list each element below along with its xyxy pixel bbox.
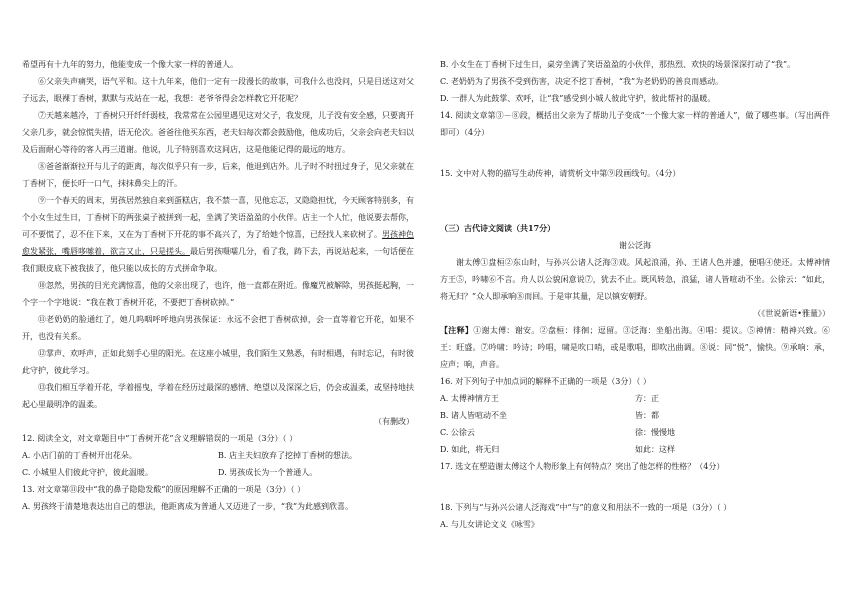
paragraph-12: ⑫掌声、欢呼声，正如此刻手心里的阳光。在这座小城里，我们陌生又熟悉，有时相遇，有时忘记，有时彼此守护，彼此学习。: [22, 349, 414, 375]
paragraph-9-part-c: 最后男孩嗫嚅几分，看了我，踌下去，再说站起来，一句话便在我们眼皮底下被我拔了，他只能以成长的方式拼命争取。: [22, 247, 414, 273]
question-18: 18. 下列与“与孙兴公诸人泛海戏”中“与”的意义和用法不一致的一项是（3分）（ ）: [440, 503, 732, 512]
q16-c-meaning: 徐：慢慢地: [635, 428, 675, 437]
question-12-option-d[interactable]: D. 男孩成长为一个普通人。: [218, 468, 318, 477]
question-13: 13. 对文章第⑪段中“我的鼻子隐隐发酸”的原因理解不正确的一项是（3分）（ ）: [22, 485, 306, 494]
paragraph-6: ⑥父亲失声痛哭，语气平和。这十九年来，他们一定有一段漫长的故事，可我什么也没问，只是目送这对父子远去，眼裸丁香树，默默与戎站在一起，我想：老爷爷得会怎样教它开花呢？: [22, 77, 414, 103]
question-16: 16. 对下列句子中加点词的解释不正确的一项是（3分）（ ）: [440, 377, 651, 386]
question-16-option-b[interactable]: [440, 407, 830, 424]
paragraph-11: ⑪老奶奶的脸通红了，她几呜咽呼呼地向男孩保证：永远不会把丁香树砍掉，会一直等着它开花，如果不开，也没有关系。: [22, 315, 414, 341]
paragraph-intro: 希望再有十九年的努力，他能变成一个像大家一样的普通人。: [22, 60, 238, 69]
question-12: 12. 阅读全文，对文章题目中“丁香树开花”含义理解错误的一项是（3分）（ ）: [22, 434, 298, 443]
left-column: [22, 56, 414, 515]
right-column: [440, 56, 830, 533]
answer-space-14[interactable]: [440, 141, 830, 165]
question-17: 17. 选文在塑造谢太傅这个人物形象上有何特点？突出了他怎样的性格？（4分）: [440, 462, 725, 471]
question-13-option-a[interactable]: A. 男孩终于清楚地表达出自己的想法，他距离成为普通人又迈进了一步，“我”为此感到欣喜。: [22, 502, 354, 511]
paragraph-10: ⑩忽然，男孩的目光充满惊喜，他的父亲出现了，也许，他一直都在附近。像魔咒被解除，男孩挺起胸，一个字一个字地说：“我在教丁香树开花，不要把丁香树砍掉。”: [22, 281, 414, 307]
question-13-option-b[interactable]: B. 小女生在丁香树下过生日，桌旁坐满了笑语盈盈的小伙伴，那热烈、欢快的场景深深打动了“我”。: [440, 60, 796, 69]
question-13-option-c[interactable]: C. 老奶奶为了男孩不受到伤害，决定不挖丁香树，“我”为老奶奶的善良而感动。: [440, 77, 724, 86]
q16-d-sentence: D. 如此，将无归: [440, 445, 500, 454]
paragraph-9-part-a: ⑨一个春天的周末，男孩居然独自来到蛋糕店，我不禁一喜，见他忘忑，又隐隐担忧，今天顾客特别多，有个小女生过生日，丁香树下的两张桌子被拼到一起，坐满了笑语盈盈的小伙伴。店主一个人忙，他说要去帮你，可不要慌了，忍不住下来，又在为丁香树下开花的事不高兴了，为了给她个惊喜，已经找人来砍树了。: [22, 196, 414, 239]
paragraph-8: ⑧爸爸渐渐拉开与儿子的距离，每次似乎只有一步，后来，他退到店外。儿子时不时扭过身子，见父亲就在丁香树下，便长吁一口气，抹抹鼻尖上的汗。: [22, 162, 414, 188]
answer-space-15[interactable]: [440, 182, 830, 206]
question-18-option-a[interactable]: A. 与儿女讲论文义《咏雪》: [440, 520, 539, 529]
question-16-option-d[interactable]: [440, 441, 830, 458]
section-title: （三）古代诗文阅读（共17分）: [440, 223, 556, 233]
paragraph-13: ⑬我们相互学着开花，学着摇曳，学着在经历过最深的感情、绝望以及深深之后，仍会或温柔，或坚持地扶起心里最明净的温柔。: [22, 383, 414, 409]
q16-a-sentence: A. 太傅神情方王: [440, 394, 499, 403]
notes: [440, 322, 830, 373]
question-14: 14. 阅读文章第③－⑧段，概括出父亲为了帮助儿子变成“一个像大家一样的普通人”，做了哪些事。（写出两件即可）（4分）: [440, 111, 830, 137]
question-16-option-a[interactable]: [440, 390, 830, 407]
poem-title: 谢公泛海: [619, 241, 651, 250]
q16-c-sentence: C. 公徐云: [440, 428, 475, 437]
question-12-option-c[interactable]: C. 小城里人们彼此守护，彼此温暖。: [22, 468, 153, 477]
paragraph-7: ⑦天越来越冷，丁香树只开纤纤弱枝，我常常在公园里遇见这对父子，我发现，儿子没有安全感，只要离开父亲几步，就会惊慌失措，语无伦次。爸爸往他买东西，老夫妇每次都会鼓励他，他成功后，父亲会向老夫妇以及后面耐心等待的客人再三道谢。他说，儿子特别喜欢这间店，这是他能记得的最远的地方。: [22, 111, 414, 154]
question-15: 15. 文中对人物的描写生动传神，请赏析文中第⑨段画线句。（4分）: [440, 169, 681, 178]
paragraph-9: [22, 192, 414, 277]
q16-b-meaning: 皆：都: [635, 411, 659, 420]
underlined-sentence: 男孩神色愈发紧张，嘴唇哆嗦着，欲言又止，只是搓头。: [22, 230, 414, 256]
q16-d-meaning: 如此：这样: [635, 445, 675, 454]
question-12-option-b[interactable]: B. 店主夫妇放弃了挖掉丁香树的想法。: [218, 451, 357, 460]
question-13-option-d[interactable]: D. 一群人为此鼓掌、欢呼，让“我”感受到小城人彼此守护，彼此帮衬的温暖。: [440, 94, 716, 103]
answer-space-17[interactable]: [440, 475, 830, 499]
question-12-options-row-2: [22, 464, 414, 481]
question-12-options-row-1: [22, 447, 414, 464]
notes-text: ①谢太傅：谢安。②盘桓：徘徊；逗留。③泛海：坐船出海。④唱：提议。⑤神情：精神兴致。⑥王：旺盛。⑦吟啸：吟诗；吟唱，啸是吹口哨，或是歌唱，即吹出曲调。⑧说：同“悦”，愉快。⑨承响：承，应声；响，声音。: [440, 326, 830, 369]
poem-text: 谢太傅①盘桓②东山时，与孙兴公诸人泛海③戏。风起浪涌，孙、王诸人色并遽，便唱④使还。太傅神情方王⑤，吟啸⑥不言。舟人以公貌闲意说⑦，犹去不止。既风转急，浪猛，诸人皆喧动不坐。公徐云：“如此，将无归？”众人即承响⑧而回。于是审其量，足以镇安朝野。: [440, 258, 830, 301]
notes-label: 【注释】: [440, 325, 474, 335]
source-note: （有删改）: [374, 417, 414, 426]
question-12-option-a[interactable]: A. 小店门前的丁香树开出花朵。: [22, 451, 137, 460]
q16-b-sentence: B. 诸人皆喧动不坐: [440, 411, 507, 420]
poem-source: （《世说新语•雅量》）: [753, 309, 830, 318]
q16-a-meaning: 方：正: [635, 394, 659, 403]
question-16-option-c[interactable]: [440, 424, 830, 441]
